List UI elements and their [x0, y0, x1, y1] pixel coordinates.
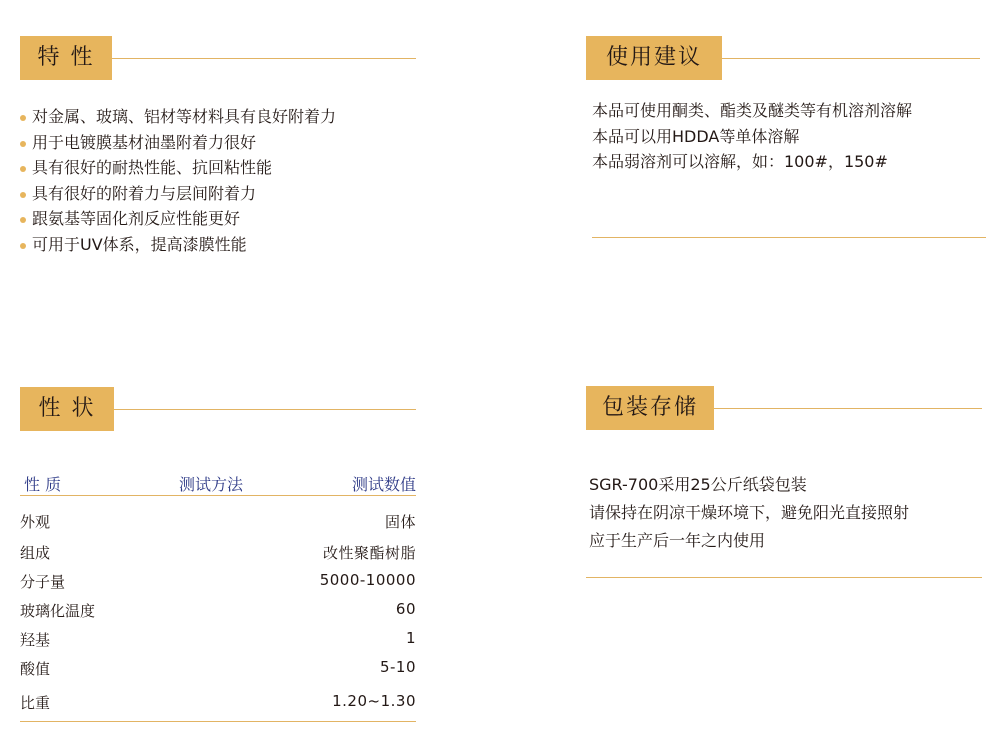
usage-title: 使用建议	[586, 36, 722, 80]
packaging-line: SGR-700采用25公斤纸袋包装	[589, 475, 807, 494]
properties-table-header	[20, 467, 416, 497]
usage-line: 本品可以用HDDA等单体溶解	[592, 126, 800, 146]
usage-header-line	[722, 58, 980, 59]
bullet-dot-icon	[20, 166, 26, 172]
usage-divider	[592, 237, 986, 238]
row-label: 比重	[20, 694, 51, 712]
packaging-header-line	[714, 408, 982, 409]
row-label: 酸值	[20, 660, 51, 678]
row-label: 羟基	[20, 631, 51, 649]
bullet-dot-icon	[20, 243, 26, 249]
row-value: 5000-10000	[319, 571, 416, 589]
table-bottom-divider	[20, 721, 416, 722]
list-item: 具有很好的附着力与层间附着力	[20, 181, 416, 207]
list-item: 可用于UV体系，提高漆膜性能	[20, 232, 416, 258]
packaging-header	[586, 386, 982, 430]
list-item: 用于电镀膜基材油墨附着力很好	[20, 130, 416, 156]
bullet-dot-icon	[20, 141, 26, 147]
bullet-dot-icon	[20, 192, 26, 198]
list-item: 对金属、玻璃、铝材等材料具有良好附着力	[20, 104, 416, 130]
packaging-text	[586, 471, 982, 555]
row-label: 玻璃化温度	[20, 602, 96, 620]
usage-line: 本品可使用酮类、酯类及醚类等有机溶剂溶解	[592, 101, 913, 120]
features-header	[20, 36, 416, 80]
features-title: 特 性	[20, 36, 112, 80]
row-label: 组成	[20, 544, 51, 562]
usage-line: 本品弱溶剂可以溶解，如：100#，150#	[592, 152, 888, 171]
column-header-value: 测试数值	[351, 475, 416, 494]
list-item: 跟氨基等固化剂反应性能更好	[20, 206, 416, 232]
properties-header-line	[114, 409, 416, 410]
properties-header	[20, 387, 416, 431]
table-header-divider	[20, 495, 416, 496]
row-label: 分子量	[20, 573, 66, 591]
column-header-method: 测试方法	[179, 475, 244, 494]
packaging-divider	[586, 577, 982, 578]
column-header-property: 性 质	[24, 475, 62, 494]
features-header-line	[112, 58, 416, 59]
features-list	[20, 104, 416, 257]
features-section	[20, 36, 416, 257]
row-value: 1.20~1.30	[332, 692, 416, 710]
row-label: 外观	[20, 513, 51, 531]
row-value: 5-10	[379, 658, 416, 676]
list-item: 具有很好的耐热性能、抗回粘性能	[20, 155, 416, 181]
properties-title: 性 状	[20, 387, 114, 431]
packaging-section	[586, 386, 982, 581]
packaging-title: 包装存储	[586, 386, 714, 430]
bullet-dot-icon	[20, 217, 26, 223]
row-value: 固体	[384, 513, 416, 531]
row-value: 1	[405, 629, 416, 647]
bullet-dot-icon	[20, 115, 26, 121]
packaging-line: 请保持在阴凉干燥环境下，避免阳光直接照射	[589, 503, 910, 522]
properties-section	[20, 387, 416, 727]
row-value: 改性聚酯树脂	[322, 544, 416, 562]
row-value: 60	[395, 600, 416, 618]
usage-section	[586, 36, 986, 239]
usage-header	[586, 36, 986, 80]
packaging-line: 应于生产后一年之内使用	[589, 531, 766, 550]
usage-text	[586, 98, 986, 175]
